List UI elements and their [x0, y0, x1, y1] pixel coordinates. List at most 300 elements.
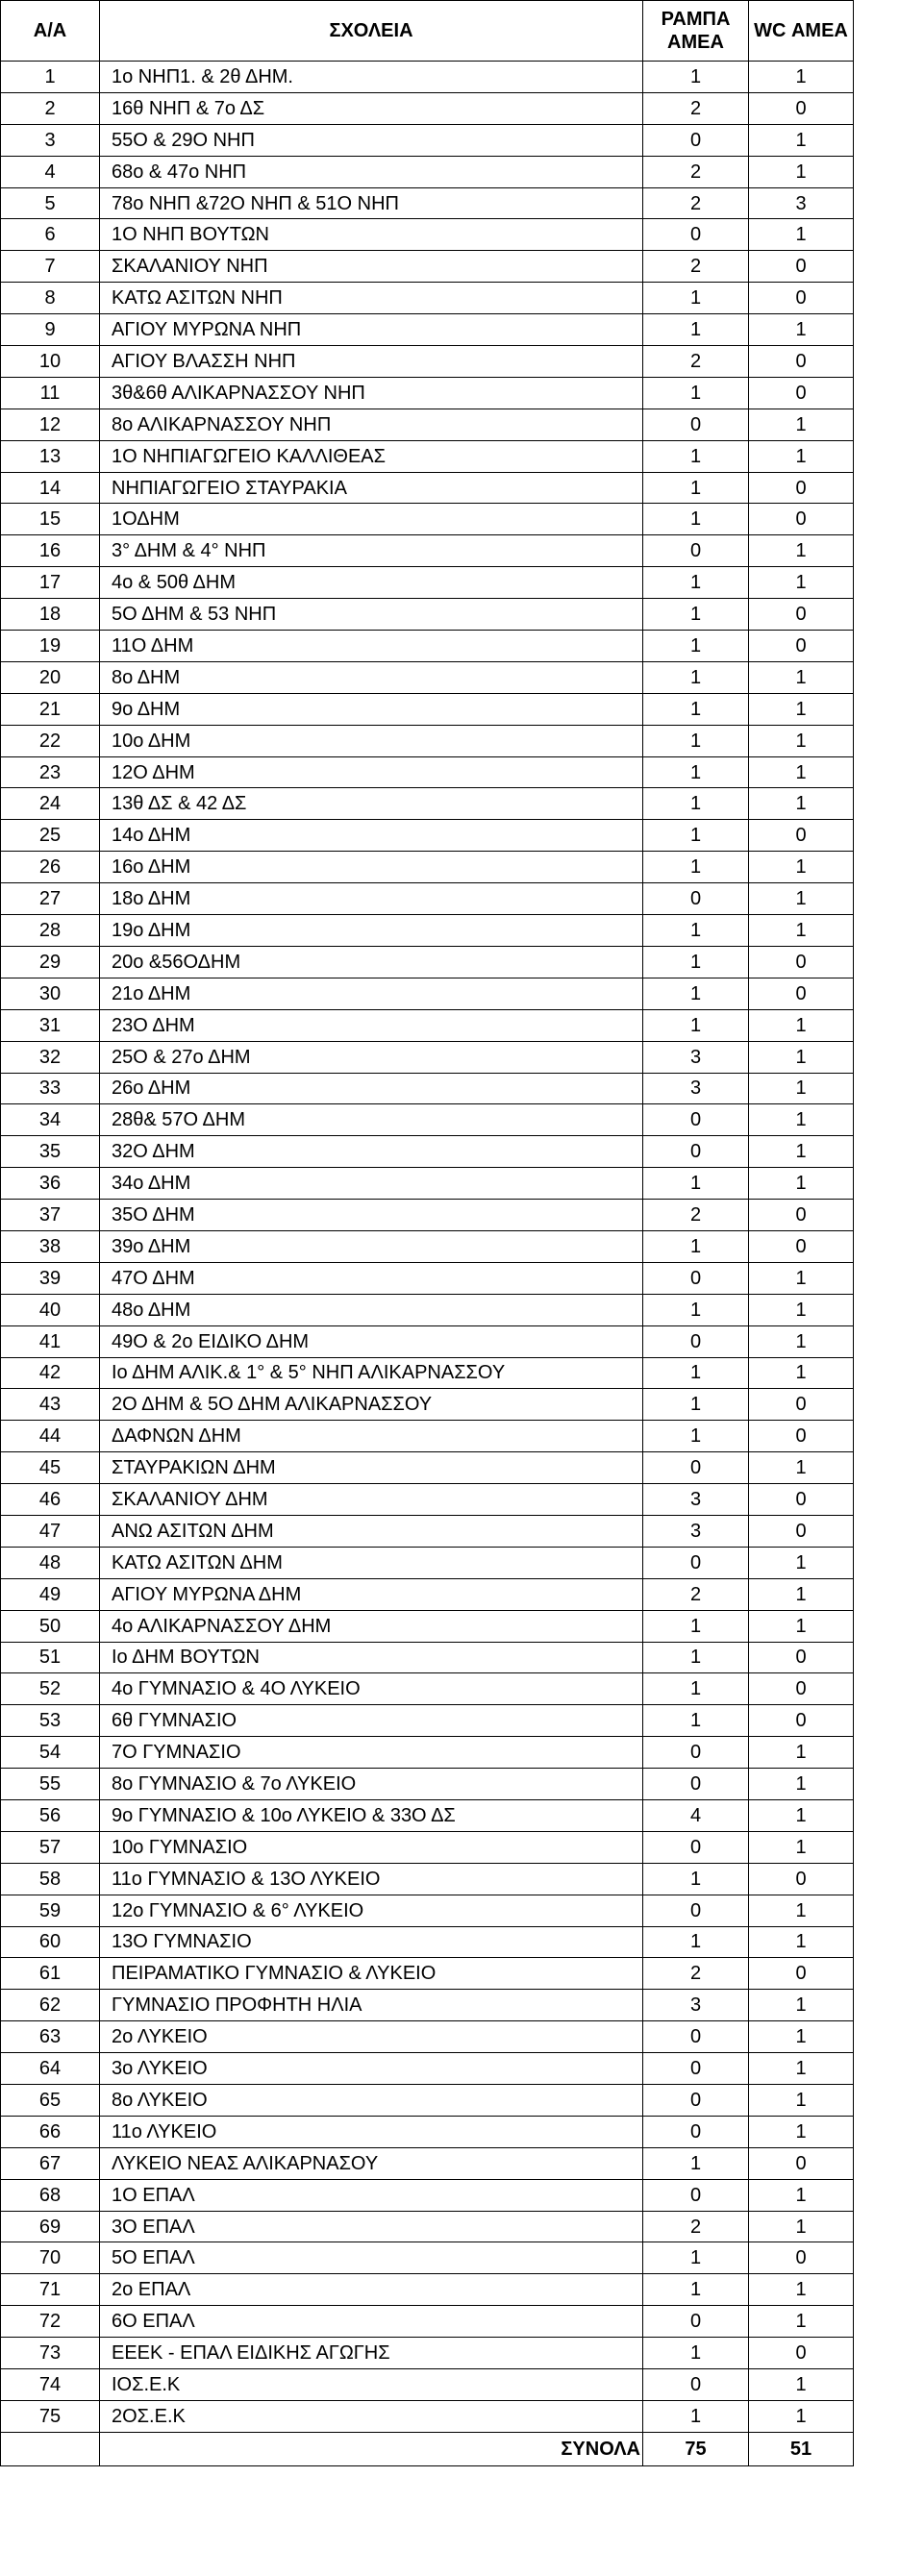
table-row — [1, 2369, 854, 2401]
ramp-count: 1 — [643, 1421, 749, 1452]
table-row — [1, 1799, 854, 1831]
ramp-count: 1 — [643, 1863, 749, 1895]
ramp-count: 2 — [643, 156, 749, 187]
row-number: 66 — [1, 2116, 100, 2147]
ramp-count: 0 — [643, 1547, 749, 1578]
school-name: 11Ο ΔΗΜ — [100, 631, 643, 662]
row-number: 14 — [1, 472, 100, 504]
table-row — [1, 2021, 854, 2053]
row-number: 32 — [1, 1041, 100, 1073]
row-number: 15 — [1, 504, 100, 535]
ramp-count: 0 — [643, 883, 749, 915]
table-row — [1, 820, 854, 852]
school-name: 2ο ΛΥΚΕΙΟ — [100, 2021, 643, 2053]
table-row — [1, 1673, 854, 1705]
table-row — [1, 156, 854, 187]
school-name: 1Ο ΝΗΠ ΒΟΥΤΩΝ — [100, 219, 643, 251]
wc-count: 1 — [749, 2369, 854, 2401]
row-number: 3 — [1, 124, 100, 156]
ramp-count: 0 — [643, 219, 749, 251]
table-row — [1, 2116, 854, 2147]
ramp-count: 3 — [643, 1515, 749, 1547]
ramp-count: 0 — [643, 124, 749, 156]
table-row — [1, 1073, 854, 1104]
ramp-count: 0 — [643, 1452, 749, 1484]
table-row — [1, 251, 854, 283]
ramp-count: 0 — [643, 1831, 749, 1863]
ramp-count: 1 — [643, 283, 749, 314]
row-number: 62 — [1, 1990, 100, 2021]
school-name: 78ο ΝΗΠ &72Ο ΝΗΠ & 51Ο ΝΗΠ — [100, 187, 643, 219]
ramp-count: 1 — [643, 946, 749, 978]
row-number: 54 — [1, 1737, 100, 1769]
school-name: 8ο ΔΗΜ — [100, 661, 643, 693]
wc-count: 1 — [749, 1168, 854, 1200]
row-number: 36 — [1, 1168, 100, 1200]
header-aa: Α/Α — [1, 1, 100, 62]
ramp-count: 1 — [643, 1642, 749, 1673]
wc-count: 1 — [749, 1578, 854, 1610]
row-number: 72 — [1, 2306, 100, 2338]
ramp-count: 0 — [643, 535, 749, 567]
row-number: 28 — [1, 915, 100, 947]
table-row — [1, 219, 854, 251]
row-number: 30 — [1, 978, 100, 1009]
row-number: 46 — [1, 1484, 100, 1516]
wc-count: 1 — [749, 567, 854, 599]
header-schools: ΣΧΟΛΕΙΑ — [100, 1, 643, 62]
ramp-count: 0 — [643, 2085, 749, 2117]
row-number: 68 — [1, 2179, 100, 2211]
ramp-count: 1 — [643, 631, 749, 662]
row-number: 53 — [1, 1705, 100, 1737]
ramp-count: 1 — [643, 2338, 749, 2369]
school-name: 10ο ΔΗΜ — [100, 725, 643, 756]
wc-count: 1 — [749, 2400, 854, 2432]
wc-count: 1 — [749, 1769, 854, 1800]
table-row — [1, 1926, 854, 1958]
wc-count: 1 — [749, 535, 854, 567]
wc-count: 1 — [749, 756, 854, 788]
table-row — [1, 1831, 854, 1863]
school-name: 1Ο ΕΠΑΛ — [100, 2179, 643, 2211]
ramp-count: 1 — [643, 1926, 749, 1958]
ramp-count: 3 — [643, 1073, 749, 1104]
row-number: 64 — [1, 2053, 100, 2085]
school-name: 48ο ΔΗΜ — [100, 1294, 643, 1325]
wc-count: 1 — [749, 409, 854, 440]
totals-label: ΣΥΝΟΛΑ — [100, 2432, 643, 2465]
school-name: 3° ΔΗΜ & 4° ΝΗΠ — [100, 535, 643, 567]
school-name: 16ο ΔΗΜ — [100, 852, 643, 883]
school-name: 28θ& 57Ο ΔΗΜ — [100, 1104, 643, 1136]
table-row — [1, 346, 854, 378]
row-number: 5 — [1, 187, 100, 219]
school-name: 26ο ΔΗΜ — [100, 1073, 643, 1104]
ramp-count: 2 — [643, 92, 749, 124]
wc-count: 1 — [749, 1294, 854, 1325]
school-name: Ιο ΔΗΜ ΒΟΥΤΩΝ — [100, 1642, 643, 1673]
ramp-count: 3 — [643, 1484, 749, 1516]
row-number: 7 — [1, 251, 100, 283]
row-number: 35 — [1, 1136, 100, 1168]
school-name: 5Ο ΕΠΑΛ — [100, 2242, 643, 2274]
wc-count: 1 — [749, 2211, 854, 2242]
ramp-count: 1 — [643, 377, 749, 409]
school-name: 14ο ΔΗΜ — [100, 820, 643, 852]
school-name: 8ο ΓΥΜΝΑΣΙΟ & 7ο ΛΥΚΕΙΟ — [100, 1769, 643, 1800]
row-number: 34 — [1, 1104, 100, 1136]
school-name: ΑΓΙΟΥ ΒΛΑΣΣΗ ΝΗΠ — [100, 346, 643, 378]
row-number: 74 — [1, 2369, 100, 2401]
table-row — [1, 915, 854, 947]
school-name: 10ο ΓΥΜΝΑΣΙΟ — [100, 1831, 643, 1863]
row-number: 58 — [1, 1863, 100, 1895]
row-number: 40 — [1, 1294, 100, 1325]
school-name: 2ΟΣ.Ε.Κ — [100, 2400, 643, 2432]
wc-count: 0 — [749, 346, 854, 378]
table-row — [1, 2274, 854, 2306]
ramp-count: 0 — [643, 2053, 749, 2085]
wc-count: 0 — [749, 1705, 854, 1737]
table-row — [1, 1610, 854, 1642]
ramp-count: 1 — [643, 2147, 749, 2179]
ramp-count: 2 — [643, 1200, 749, 1231]
school-name: 12Ο ΔΗΜ — [100, 756, 643, 788]
table-row — [1, 883, 854, 915]
school-name: ΓΥΜΝΑΣΙΟ ΠΡΟΦΗΤΗ ΗΛΙΑ — [100, 1990, 643, 2021]
table-row — [1, 1547, 854, 1578]
ramp-count: 0 — [643, 1325, 749, 1357]
row-number: 16 — [1, 535, 100, 567]
table-row — [1, 1737, 854, 1769]
row-number: 57 — [1, 1831, 100, 1863]
table-row — [1, 2242, 854, 2274]
wc-count: 1 — [749, 62, 854, 93]
table-row — [1, 2338, 854, 2369]
row-number: 27 — [1, 883, 100, 915]
row-number: 1 — [1, 62, 100, 93]
row-number: 25 — [1, 820, 100, 852]
wc-count: 0 — [749, 631, 854, 662]
table-row — [1, 1168, 854, 1200]
ramp-count: 1 — [643, 1389, 749, 1421]
wc-count: 0 — [749, 1515, 854, 1547]
school-name: ΛΥΚΕΙΟ ΝΕΑΣ ΑΛΙΚΑΡΝΑΣΟΥ — [100, 2147, 643, 2179]
school-name: 11ο ΛΥΚΕΙΟ — [100, 2116, 643, 2147]
school-name: 2Ο ΔΗΜ & 5Ο ΔΗΜ ΑΛΙΚΑΡΝΑΣΣΟΥ — [100, 1389, 643, 1421]
wc-count: 1 — [749, 2274, 854, 2306]
ramp-count: 1 — [643, 661, 749, 693]
ramp-count: 0 — [643, 1262, 749, 1294]
ramp-count: 1 — [643, 504, 749, 535]
row-number: 50 — [1, 1610, 100, 1642]
table-row — [1, 2085, 854, 2117]
row-number: 71 — [1, 2274, 100, 2306]
ramp-count: 2 — [643, 346, 749, 378]
table-row — [1, 62, 854, 93]
school-name: ΣΤΑΥΡΑΚΙΩΝ ΔΗΜ — [100, 1452, 643, 1484]
table-row — [1, 2053, 854, 2085]
table-row — [1, 187, 854, 219]
school-name: 12ο ΓΥΜΝΑΣΙΟ & 6° ΛΥΚΕΙΟ — [100, 1895, 643, 1926]
row-number: 8 — [1, 283, 100, 314]
school-name: ΕΕΕΚ - ΕΠΑΛ ΕΙΔΙΚΗΣ ΑΓΩΓΗΣ — [100, 2338, 643, 2369]
row-number: 26 — [1, 852, 100, 883]
table-row — [1, 124, 854, 156]
wc-count: 1 — [749, 852, 854, 883]
ramp-count: 1 — [643, 820, 749, 852]
school-name: 2ο ΕΠΑΛ — [100, 2274, 643, 2306]
table-row — [1, 1325, 854, 1357]
ramp-count: 0 — [643, 409, 749, 440]
wc-count: 1 — [749, 883, 854, 915]
school-name: ΠΕΙΡΑΜΑΤΙΚΟ ΓΥΜΝΑΣΙΟ & ΛΥΚΕΙΟ — [100, 1958, 643, 1990]
ramp-count: 1 — [643, 1009, 749, 1041]
row-number: 52 — [1, 1673, 100, 1705]
school-name: 13Ο ΓΥΜΝΑΣΙΟ — [100, 1926, 643, 1958]
wc-count: 0 — [749, 2242, 854, 2274]
school-name: ΣΚΑΛΑΝΙΟΥ ΔΗΜ — [100, 1484, 643, 1516]
wc-count: 1 — [749, 2053, 854, 2085]
wc-count: 1 — [749, 2179, 854, 2211]
ramp-count: 3 — [643, 1041, 749, 1073]
row-number: 47 — [1, 1515, 100, 1547]
school-name: 25Ο & 27ο ΔΗΜ — [100, 1041, 643, 1073]
wc-count: 1 — [749, 2306, 854, 2338]
table-row — [1, 1104, 854, 1136]
row-number: 6 — [1, 219, 100, 251]
ramp-count: 0 — [643, 2179, 749, 2211]
wc-count: 0 — [749, 599, 854, 631]
row-number: 65 — [1, 2085, 100, 2117]
wc-count: 1 — [749, 440, 854, 472]
school-name: 39ο ΔΗΜ — [100, 1230, 643, 1262]
row-number: 49 — [1, 1578, 100, 1610]
ramp-count: 2 — [643, 2211, 749, 2242]
school-name: 20ο &56ΟΔΗΜ — [100, 946, 643, 978]
school-name: 16θ ΝΗΠ & 7ο ΔΣ — [100, 92, 643, 124]
school-name: 55Ο & 29Ο ΝΗΠ — [100, 124, 643, 156]
table-row — [1, 1642, 854, 1673]
row-number: 31 — [1, 1009, 100, 1041]
table-row — [1, 1009, 854, 1041]
ramp-count: 3 — [643, 1990, 749, 2021]
ramp-count: 1 — [643, 314, 749, 346]
wc-count: 0 — [749, 1230, 854, 1262]
wc-count: 1 — [749, 725, 854, 756]
table-row — [1, 1230, 854, 1262]
wc-count: 0 — [749, 2147, 854, 2179]
row-number: 37 — [1, 1200, 100, 1231]
wc-count: 0 — [749, 1389, 854, 1421]
school-name: 11ο ΓΥΜΝΑΣΙΟ & 13Ο ΛΥΚΕΙΟ — [100, 1863, 643, 1895]
table-row — [1, 1863, 854, 1895]
ramp-count: 1 — [643, 915, 749, 947]
ramp-count: 1 — [643, 1168, 749, 1200]
table-row — [1, 693, 854, 725]
ramp-count: 0 — [643, 2306, 749, 2338]
table-row — [1, 1990, 854, 2021]
wc-count: 1 — [749, 2116, 854, 2147]
row-number: 13 — [1, 440, 100, 472]
school-name: ΑΓΙΟΥ ΜΥΡΩΝΑ ΔΗΜ — [100, 1578, 643, 1610]
row-number: 19 — [1, 631, 100, 662]
ramp-count: 1 — [643, 62, 749, 93]
row-number: 69 — [1, 2211, 100, 2242]
table-row — [1, 978, 854, 1009]
school-name: 32Ο ΔΗΜ — [100, 1136, 643, 1168]
wc-count: 0 — [749, 1642, 854, 1673]
table-row — [1, 1705, 854, 1737]
table-row — [1, 946, 854, 978]
ramp-count: 1 — [643, 567, 749, 599]
wc-count: 1 — [749, 219, 854, 251]
wc-count: 0 — [749, 1200, 854, 1231]
table-row — [1, 1294, 854, 1325]
school-name: 8ο ΑΛΙΚΑΡΝΑΣΣΟΥ ΝΗΠ — [100, 409, 643, 440]
ramp-count: 0 — [643, 2369, 749, 2401]
row-number: 43 — [1, 1389, 100, 1421]
ramp-count: 1 — [643, 978, 749, 1009]
table-row — [1, 2211, 854, 2242]
school-name: 49Ο & 2ο ΕΙΔΙΚΟ ΔΗΜ — [100, 1325, 643, 1357]
table-row — [1, 725, 854, 756]
table-row — [1, 409, 854, 440]
table-row — [1, 1895, 854, 1926]
table-row — [1, 1136, 854, 1168]
row-number: 20 — [1, 661, 100, 693]
school-name: Ιο ΔΗΜ ΑΛΙΚ.& 1° & 5° ΝΗΠ ΑΛΙΚΑΡΝΑΣΣΟΥ — [100, 1357, 643, 1389]
wc-count: 1 — [749, 1610, 854, 1642]
wc-count: 1 — [749, 1547, 854, 1578]
school-name: ΔΑΦΝΩΝ ΔΗΜ — [100, 1421, 643, 1452]
wc-count: 1 — [749, 1262, 854, 1294]
wc-count: 1 — [749, 693, 854, 725]
school-name: 4ο & 50θ ΔΗΜ — [100, 567, 643, 599]
wc-count: 1 — [749, 314, 854, 346]
table-row — [1, 1200, 854, 1231]
wc-count: 0 — [749, 283, 854, 314]
ramp-count: 2 — [643, 1578, 749, 1610]
row-number: 10 — [1, 346, 100, 378]
school-name: 68ο & 47ο ΝΗΠ — [100, 156, 643, 187]
row-number: 24 — [1, 788, 100, 820]
row-number: 45 — [1, 1452, 100, 1484]
table-row — [1, 1958, 854, 1990]
wc-count: 1 — [749, 788, 854, 820]
wc-count: 1 — [749, 1452, 854, 1484]
table-row — [1, 1484, 854, 1516]
table-row — [1, 504, 854, 535]
table-row — [1, 472, 854, 504]
school-name: 19ο ΔΗΜ — [100, 915, 643, 947]
wc-count: 0 — [749, 377, 854, 409]
school-name: 6Ο ΕΠΑΛ — [100, 2306, 643, 2338]
wc-count: 0 — [749, 1958, 854, 1990]
wc-count: 3 — [749, 187, 854, 219]
school-name: 34ο ΔΗΜ — [100, 1168, 643, 1200]
table-row — [1, 599, 854, 631]
school-name: 23Ο ΔΗΜ — [100, 1009, 643, 1041]
row-number: 4 — [1, 156, 100, 187]
ramp-count: 0 — [643, 1136, 749, 1168]
wc-count: 0 — [749, 92, 854, 124]
ramp-count: 1 — [643, 1673, 749, 1705]
school-name: ΝΗΠΙΑΓΩΓΕΙΟ ΣΤΑΥΡΑΚΙΑ — [100, 472, 643, 504]
table-row — [1, 1769, 854, 1800]
ramp-count: 1 — [643, 1357, 749, 1389]
row-number: 29 — [1, 946, 100, 978]
row-number: 60 — [1, 1926, 100, 1958]
ramp-count: 1 — [643, 852, 749, 883]
table-row — [1, 1262, 854, 1294]
row-number: 44 — [1, 1421, 100, 1452]
row-number: 59 — [1, 1895, 100, 1926]
ramp-count: 1 — [643, 1230, 749, 1262]
table-row — [1, 1421, 854, 1452]
school-name: 4ο ΑΛΙΚΑΡΝΑΣΣΟΥ ΔΗΜ — [100, 1610, 643, 1642]
wc-count: 1 — [749, 156, 854, 187]
wc-count: 1 — [749, 661, 854, 693]
school-name: ΑΝΩ ΑΣΙΤΩΝ ΔΗΜ — [100, 1515, 643, 1547]
header-wc: WC ΑΜΕΑ — [749, 1, 854, 62]
row-number: 33 — [1, 1073, 100, 1104]
ramp-count: 1 — [643, 599, 749, 631]
wc-count: 0 — [749, 820, 854, 852]
row-number: 70 — [1, 2242, 100, 2274]
ramp-count: 4 — [643, 1799, 749, 1831]
school-name: 3Ο ΕΠΑΛ — [100, 2211, 643, 2242]
wc-count: 1 — [749, 1357, 854, 1389]
ramp-count: 2 — [643, 187, 749, 219]
row-number: 51 — [1, 1642, 100, 1673]
school-name: ΑΓΙΟΥ ΜΥΡΩΝΑ ΝΗΠ — [100, 314, 643, 346]
wc-count: 1 — [749, 915, 854, 947]
table-row — [1, 1357, 854, 1389]
table-row — [1, 567, 854, 599]
row-number: 38 — [1, 1230, 100, 1262]
wc-count: 1 — [749, 1073, 854, 1104]
table-row — [1, 1515, 854, 1547]
wc-count: 0 — [749, 1421, 854, 1452]
ramp-count: 1 — [643, 1294, 749, 1325]
wc-count: 1 — [749, 1104, 854, 1136]
header-ramp: ΡΑΜΠΑ ΑΜΕΑ — [643, 1, 749, 62]
wc-count: 0 — [749, 504, 854, 535]
row-number: 21 — [1, 693, 100, 725]
ramp-count: 1 — [643, 725, 749, 756]
wc-count: 1 — [749, 1990, 854, 2021]
ramp-count: 0 — [643, 2021, 749, 2053]
row-number: 22 — [1, 725, 100, 756]
wc-count: 0 — [749, 1863, 854, 1895]
table-row — [1, 2147, 854, 2179]
wc-count: 1 — [749, 2085, 854, 2117]
totals-ramp: 75 — [643, 2432, 749, 2465]
row-number: 73 — [1, 2338, 100, 2369]
school-name: 35Ο ΔΗΜ — [100, 1200, 643, 1231]
ramp-count: 1 — [643, 2242, 749, 2274]
table-row — [1, 314, 854, 346]
table-row — [1, 440, 854, 472]
wc-count: 1 — [749, 124, 854, 156]
row-number: 9 — [1, 314, 100, 346]
row-number: 11 — [1, 377, 100, 409]
wc-count: 0 — [749, 2338, 854, 2369]
school-name: 1ο ΝΗΠ1. & 2θ ΔΗΜ. — [100, 62, 643, 93]
row-number: 39 — [1, 1262, 100, 1294]
